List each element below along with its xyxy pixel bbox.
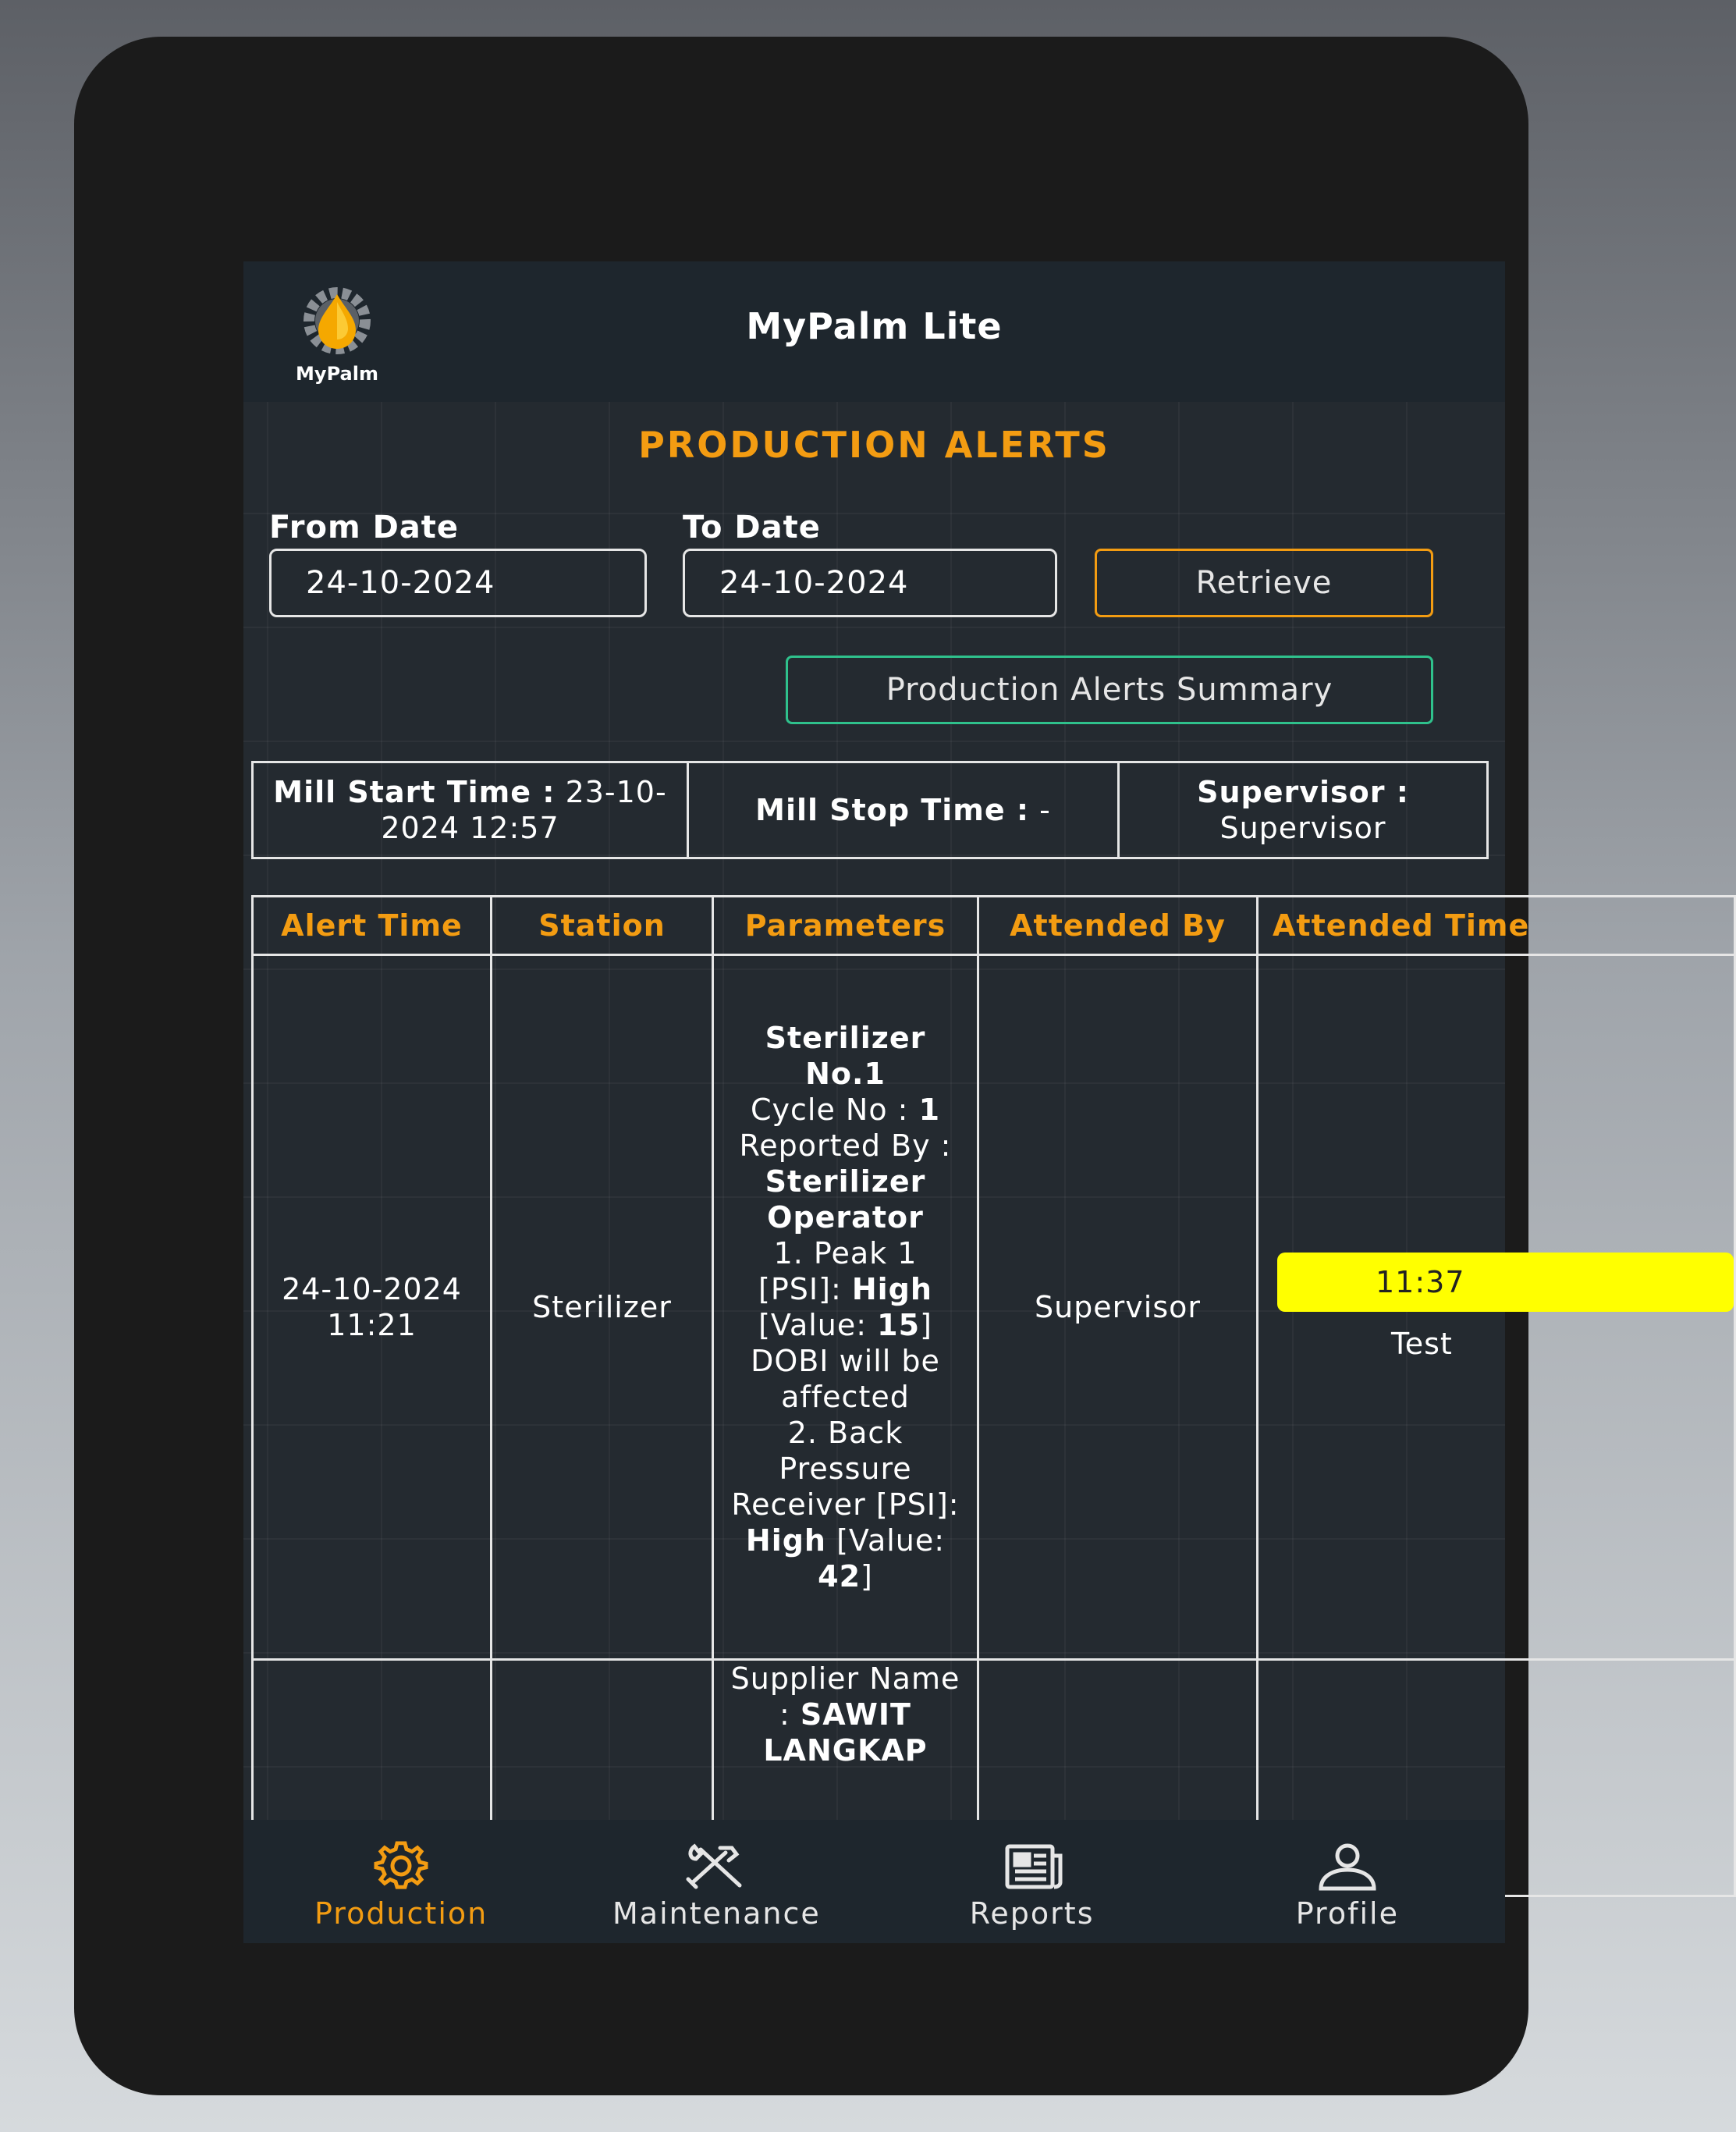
supplier-value: SAWIT LANGKAP (763, 1697, 928, 1768)
app-screen (243, 261, 1530, 1943)
app-bar (243, 261, 1505, 402)
reported-label: Reported By : (739, 1128, 952, 1163)
tools-icon (677, 1842, 755, 1890)
attended-remark: Test (1391, 1327, 1453, 1361)
attended-time-cell (1258, 955, 1735, 1660)
supplier-label: Supplier Name : (730, 1661, 960, 1732)
back-pressure-label: 2. Back Pressure Receiver [PSI]: (731, 1416, 960, 1522)
mill-stop-time-cell (687, 763, 1117, 857)
back-pressure-value-label: [Value: (836, 1523, 946, 1558)
peak1-value-label: [Value: (758, 1308, 868, 1342)
from-date-field[interactable]: 24-10-2024 (269, 549, 647, 617)
peak1-value: 15 (877, 1308, 921, 1342)
cycle-label: Cycle No : (750, 1093, 909, 1127)
back-pressure-value: 42 (818, 1559, 861, 1594)
nav-production-label: Production (314, 1896, 488, 1931)
page-title: PRODUCTION ALERTS (638, 424, 1110, 466)
logo-text: MyPalm (296, 363, 378, 385)
attended-by-cell: Supervisor (978, 955, 1258, 1660)
header-alert-time[interactable]: Alert Time (253, 897, 492, 955)
to-date-label: To Date (683, 510, 821, 545)
parameters-cell: Sterilizer No.1 Cycle No : 1 Reported By : Sterilizer Operator 1. Peak 1 [PSI]: High [Value: 15] DOBI will be affected 2. Back Pressure Receiver [PSI]: High [Value: 42] (713, 955, 978, 1660)
mill-start-label: Mill Start Time : (273, 775, 556, 809)
header-attended-time[interactable]: Attended Time (1258, 897, 1735, 955)
mill-stop-value: - (1039, 793, 1051, 827)
mill-start-value: 23-10-2024 12:57 (381, 775, 667, 845)
alert-time-cell: 24-10-2024 11:21 (253, 955, 492, 1660)
bottom-nav (243, 1820, 1505, 1943)
peak1-level: High (851, 1272, 932, 1306)
nav-profile[interactable] (1190, 1820, 1505, 1943)
from-date-label: From Date (269, 510, 460, 545)
tablet-frame (74, 37, 1528, 2095)
header-attended-by[interactable]: Attended By (978, 897, 1258, 955)
supervisor-label: Supervisor : (1197, 775, 1409, 809)
mill-info-table (251, 761, 1489, 859)
cycle-value: 1 (918, 1093, 941, 1127)
nav-maintenance[interactable] (559, 1820, 874, 1943)
to-date-field[interactable]: 24-10-2024 (683, 549, 1057, 617)
peak1-label: 1. Peak 1 [PSI]: (758, 1236, 918, 1306)
user-icon (1310, 1842, 1385, 1890)
alerts-table (251, 895, 1736, 1897)
table-header-row (253, 897, 1735, 955)
mill-stop-label: Mill Stop Time : (755, 793, 1030, 827)
nav-reports[interactable] (875, 1820, 1190, 1943)
supervisor-cell (1117, 763, 1486, 857)
attended-time-badge: 11:37 (1277, 1253, 1734, 1312)
back-pressure-level: High (745, 1523, 826, 1558)
nav-reports-label: Reports (969, 1896, 1095, 1931)
app-title: MyPalm Lite (746, 305, 1003, 347)
header-station[interactable]: Station (492, 897, 713, 955)
mill-start-time-cell (254, 763, 687, 857)
reported-value: Sterilizer Operator (765, 1164, 926, 1235)
gear-icon (366, 1842, 436, 1890)
retrieve-button[interactable]: Retrieve (1095, 549, 1433, 617)
alerts-table-scroll[interactable] (251, 895, 1530, 1943)
nav-maintenance-label: Maintenance (612, 1896, 821, 1931)
nav-profile-label: Profile (1295, 1896, 1399, 1931)
supervisor-value: Supervisor (1219, 811, 1386, 845)
newspaper-icon (995, 1842, 1070, 1890)
station-cell: Sterilizer (492, 955, 713, 1660)
table-row[interactable] (253, 955, 1735, 1660)
param-title: Sterilizer No.1 (765, 1021, 926, 1091)
peak1-note: DOBI will be affected (751, 1344, 940, 1414)
header-parameters[interactable]: Parameters (713, 897, 978, 955)
nav-production[interactable] (243, 1820, 559, 1943)
production-alerts-summary-button[interactable]: Production Alerts Summary (786, 656, 1433, 724)
